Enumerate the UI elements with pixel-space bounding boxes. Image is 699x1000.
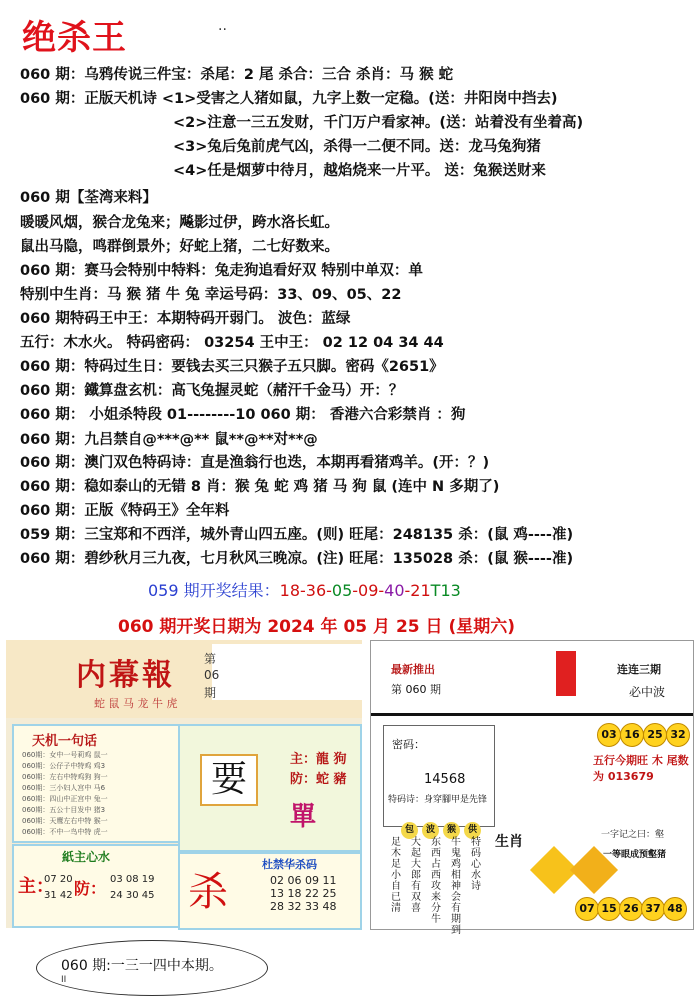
number-ball: 26: [619, 897, 643, 921]
chip: 波: [422, 822, 439, 839]
result-numbers: [280, 581, 461, 600]
mima-panel: [383, 725, 495, 827]
inside-news-image: [6, 640, 362, 928]
prediction-line: 暖暖风烟，猴合龙兔来；飚影过伊，跨水洛长虹。: [20, 215, 339, 231]
prediction-line: <4>任是烟萝中待月，越焰烧来一片平。 送：兔猴送财来: [173, 163, 546, 179]
tianji-row: 060期：女中一号莉鸡 鼠一: [22, 751, 108, 759]
tianji-row: 060期：左右中特鸡狗 狗一: [22, 773, 108, 781]
zhu-text: 主：龍 狗: [290, 752, 347, 767]
mima-value: 14568: [424, 772, 466, 787]
mima-label: 密码：: [392, 738, 425, 751]
result-part: 18-36-: [279, 581, 332, 600]
three-periods-label: 连连三期: [617, 663, 661, 676]
period-label: 第 060 期: [391, 683, 441, 696]
vertical-text: 特码心水诗: [471, 837, 481, 892]
red-mark: [556, 651, 576, 696]
zhu-numbers-1: 07 20: [44, 874, 73, 885]
number-ball: 15: [597, 897, 621, 921]
cloud-text: 060 期:一三一四中本期。: [61, 958, 223, 974]
header-bar: [371, 641, 693, 716]
vertical-text: 足木足小自已清: [391, 837, 401, 914]
speech-cloud: [36, 940, 268, 996]
number-ball: 48: [663, 897, 687, 921]
result-part: 40: [384, 581, 405, 600]
fang-numbers-2: 24 30 45: [110, 890, 155, 901]
result-part: 05: [331, 581, 353, 600]
prediction-line: <3>兔后兔前虎气凶，杀得一二便不同。送：龙马兔狗猪: [173, 139, 541, 155]
dan-text: 單: [290, 802, 317, 832]
chip: 包: [401, 822, 418, 839]
period-box: [204, 644, 362, 700]
prediction-line: 059 期：三宝郑和不西洋，城外青山四五座。(则) 旺尾：248135 杀：(鼠 鸡----准): [20, 527, 574, 543]
number-ball: 16: [620, 723, 644, 747]
fang-label: 防：: [74, 879, 107, 898]
tianji-row: 060期：天鹰左右中特 猴一: [22, 817, 108, 825]
prediction-line: 060 期：稳如泰山的无错 8 肖：猴 兔 蛇 鸡 猪 马 狗 鼠 (连中 N 多期了): [20, 479, 500, 495]
number-ball: 37: [641, 897, 665, 921]
prediction-line: 060 期：碧纱秋月三九夜，七月秋风三晚凉。(注) 旺尾：135028 杀：(鼠 猴----准): [20, 551, 574, 567]
zhu-label: 主：: [18, 876, 54, 897]
fang-text: 防：蛇 豬: [290, 772, 347, 787]
zhu-numbers-2: 31 42: [44, 890, 73, 901]
kill-character: 杀: [188, 869, 228, 915]
prediction-line: 鼠出马隐，鸣群倒景外；好蛇上猪，二七好数来。: [20, 239, 339, 255]
prediction-line: 060 期：鐵算盘玄机：高飞兔握灵蛇（赭汗千金马）开：？: [20, 383, 404, 399]
prediction-line: 060 期特码王中王：本期特码开弱门。 波色：蓝绿: [20, 311, 351, 327]
number-ball: 25: [643, 723, 667, 747]
prediction-line: 060 期：正版天机诗 <1>受害之人猪如鼠，九字上数一定稳。(送：井阳岗中挡去): [20, 91, 558, 107]
fang-numbers-1: 03 08 19: [110, 874, 155, 885]
period-suffix: 期: [204, 686, 217, 700]
prediction-line: 特别中生肖：马 猴 猪 牛 兔 幸运号码：33、09、05、22: [20, 287, 402, 303]
prediction-line: 五行：木水火。 特码密码： 03254 王中王： 02 12 04 34 44: [20, 335, 444, 351]
kill-code-title: 杜禁华杀码: [262, 858, 317, 871]
result-part: -09-: [352, 581, 385, 600]
deng-text: 一等眼成预壑猪: [603, 850, 667, 860]
page-title: 绝杀王: [22, 18, 127, 58]
prediction-line: 060 期：澳门双色特码诗：直是渔翁行也迭，本期再看猪鸡羊。(开：？): [20, 455, 490, 471]
prediction-line: <2>注意一三五发财，千门万户看家神。(送：站着没有坐着高): [173, 115, 584, 131]
vertical-text: 东西占西攻来分牛: [431, 837, 441, 925]
prediction-line: 060 期：九吕禁自@***@** 鼠**@**对**@: [20, 432, 318, 448]
period-number: 06: [204, 668, 220, 682]
paper-flag: 内幕報: [76, 658, 175, 693]
tianji-row: 060期：不中一鸟中特 虎一: [22, 828, 108, 836]
decor-dots: ··: [218, 22, 227, 38]
period-label: 第: [204, 652, 217, 666]
chip: 猴: [443, 822, 460, 839]
result-part: -21: [404, 581, 431, 600]
flag-subtitle: 蛇 鼠 马 龙 牛 虎: [94, 697, 178, 710]
cloud-mini: II: [61, 975, 67, 985]
kill-code-grid: 02 06 09 11 13 18 22 25 28 32 33 48: [270, 874, 337, 913]
result-label: 059 期开奖结果：: [148, 581, 280, 600]
vertical-text: 牛鬼鸡相神会有期到: [451, 837, 461, 936]
prediction-line: 060 期：乌鸦传说三件宝：杀尾：2 尾 杀合：三合 杀肖：马 猴 蛇: [20, 67, 454, 83]
tianji-box: [12, 724, 180, 843]
prediction-line: 060 期：赛马会特别中特料：兔走狗追看好双 特别中单双：单: [20, 263, 423, 279]
tianji-title: 天机一句话: [32, 734, 98, 749]
prediction-line: 060 期：特码过生日：要钱去买三只猴子五只脚。密码《2651》: [20, 359, 444, 375]
must-win-label: 必中波: [629, 685, 666, 699]
tianji-row: 060期：三小妇人宫中 马6: [22, 784, 106, 792]
tianji-row: 060期：四山中正宫中 兔一: [22, 795, 108, 803]
xinshui-box: [12, 844, 180, 928]
result-part: T13: [430, 581, 461, 600]
number-ball: 07: [575, 897, 599, 921]
tema-poem: 特码诗：身穿腳甲是先锋: [388, 795, 488, 805]
tianji-row: 060期：公仔子中特鸡 鸡3: [22, 762, 106, 770]
xinshui-title: 紙主心水: [62, 850, 111, 864]
prediction-line: 060 期： 小姐杀特段 01--------10 060 期： 香港六合彩禁肖 ：狗: [20, 407, 466, 423]
big-character: 要: [200, 754, 258, 806]
yiju-text: 一字记之曰：壑: [601, 830, 665, 840]
number-ball: 32: [666, 723, 690, 747]
chips-row: [401, 817, 485, 839]
wuxing-text: 五行今期旺 木 尾数为 013679: [593, 754, 689, 783]
draw-date: 060 期开奖日期为 2024 年 05 月 25 日 (星期六): [118, 617, 516, 637]
number-ball: 03: [597, 723, 621, 747]
must-win-image: [370, 640, 694, 936]
prediction-line: 060 期：正版《特码王》全年料: [20, 503, 230, 519]
latest-label: 最新推出: [391, 663, 435, 676]
vertical-text: 大起大郎有双喜: [411, 837, 421, 914]
shengxiao-label: 生肖: [495, 834, 523, 850]
zhu-fang-box: [178, 724, 362, 852]
prediction-line: 060 期【荃湾来料】: [20, 190, 157, 206]
chip: 供: [464, 822, 481, 839]
draw-result: [148, 578, 461, 601]
kill-code-box: [178, 852, 362, 930]
tianji-row: 060期：五公十目发中 猪3: [22, 806, 106, 814]
